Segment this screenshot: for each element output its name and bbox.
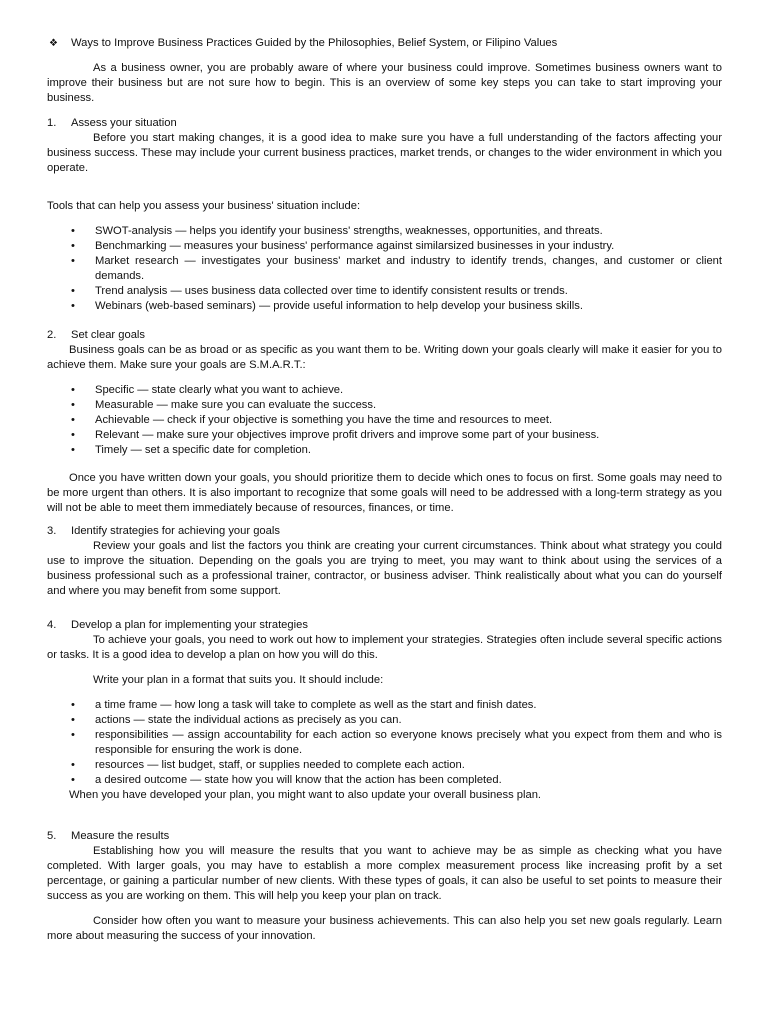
section-2-smart-list bbox=[47, 383, 722, 458]
list-item: • Benchmarking — measures your business' performance against similarsized businesses in your industry. bbox=[71, 240, 615, 252]
list-item: • SWOT-analysis — helps you identify your business' strengths, weaknesses, opportunities, and threats. bbox=[71, 225, 603, 237]
list-item: • Webinars (web-based seminars) — provide useful information to help develop your business skills. bbox=[71, 300, 583, 312]
list-item: • Specific — state clearly what you want to achieve. bbox=[71, 384, 344, 396]
section-5-heading: 5. Measure the results bbox=[47, 830, 170, 842]
list-item: • Timely — set a specific date for completion. bbox=[71, 444, 311, 456]
list-item: • a time frame — how long a task will take to complete as well as the start and finish dates. bbox=[71, 699, 537, 711]
section-2-body: Business goals can be as broad or as specific as you want them to be. Writing down your goals clearly will make it easier for you to achieve them. Make sure your goals are S.M.A.R.T.: bbox=[47, 344, 722, 371]
document-title: ❖ Ways to Improve Business Practices Guided by the Philosophies, Belief System, or Filipino Values bbox=[49, 37, 558, 49]
section-1-tools-list bbox=[47, 224, 722, 314]
section-5-body-2: Consider how often you want to measure your business achievements. This can also help you set new goals regularly. Learn more about measuring the success of your innovation. bbox=[47, 915, 722, 942]
section-2-after: Once you have written down your goals, you should prioritize them to decide which ones to focus on first. Some goals may need to be more urgent than others. It is also important to recognize that some goals will need to be addressed with a long-term strategy as you will not be able to meet them immediately because of resources, finances, or time. bbox=[47, 472, 722, 514]
section-4-plan-list bbox=[47, 698, 722, 788]
list-item: • resources — list budget, staff, or supplies needed to complete each action. bbox=[71, 759, 465, 771]
section-1-tools-intro: Tools that can help you assess your business' situation include: bbox=[47, 200, 361, 212]
section-5-body: Establishing how you will measure the results that you want to achieve may be as simple as checking what you have completed. With larger goals, you may have to establish a more complex measurement process like increasing profit by a set percentage, or gaining a particular number of new clients. With these types of goals, it can also be useful to set points to measure their success as you are working on them. This will help you keep your plan on track. bbox=[47, 845, 722, 902]
list-item: • actions — state the individual actions as precisely as you can. bbox=[71, 714, 402, 726]
intro-paragraph: As a business owner, you are probably aware of where your business could improve. Sometimes business owners want to improve their business but are not sure how to begin. This is an overview of some key steps you can take to start improving your business. bbox=[47, 62, 722, 104]
list-item: • Measurable — make sure you can evaluate the success. bbox=[71, 399, 377, 411]
list-item: • Relevant — make sure your objectives improve profit drivers and improve some part of your business. bbox=[71, 429, 600, 441]
document-page bbox=[47, 36, 722, 944]
section-4-heading: 4. Develop a plan for implementing your strategies bbox=[47, 619, 308, 631]
section-2-heading: 2. Set clear goals bbox=[47, 329, 146, 341]
section-3-heading: 3. Identify strategies for achieving your goals bbox=[47, 525, 280, 537]
section-3-body: Review your goals and list the factors you think are creating your current circumstances. Think about what strategy you could use to improve the situation. Depending on the goals you are trying to meet, you may want to think about using the services of a business professional such as a professional trainer, contractor, or business adviser. Think realistically about what you can do yourself and where you may benefit from some support. bbox=[47, 540, 722, 597]
section-1-body: Before you start making changes, it is a good idea to make sure you have a full understanding of the factors affecting your business success. These may include your current business practices, market trends, or changes to the wider environment in which you operate. bbox=[47, 132, 722, 174]
section-4-body: To achieve your goals, you need to work out how to implement your strategies. Strategies often include several specific actions or tasks. It is a good idea to develop a plan on how you will do this. bbox=[47, 634, 722, 661]
list-item: • Trend analysis — uses business data collected over time to identify consistent results or trends. bbox=[71, 285, 568, 297]
list-item: • Market research — investigates your business' market and industry to identify trends, changes, and customer or client demands. bbox=[71, 255, 723, 282]
list-item: • Achievable — check if your objective is something you have the time and resources to meet. bbox=[71, 414, 553, 426]
section-4-after: When you have developed your plan, you might want to also update your overall business plan. bbox=[69, 789, 542, 801]
section-1-heading: 1. Assess your situation bbox=[47, 117, 177, 129]
section-4-format: Write your plan in a format that suits you. It should include: bbox=[93, 674, 384, 686]
list-item: • a desired outcome — state how you will know that the action has been completed. bbox=[71, 774, 502, 786]
list-item: • responsibilities — assign accountability for each action so everyone knows precisely what you expect from them and who is responsible for ensuring the work is done. bbox=[71, 729, 722, 756]
diamond-bullet-icon: ❖ bbox=[49, 38, 58, 49]
